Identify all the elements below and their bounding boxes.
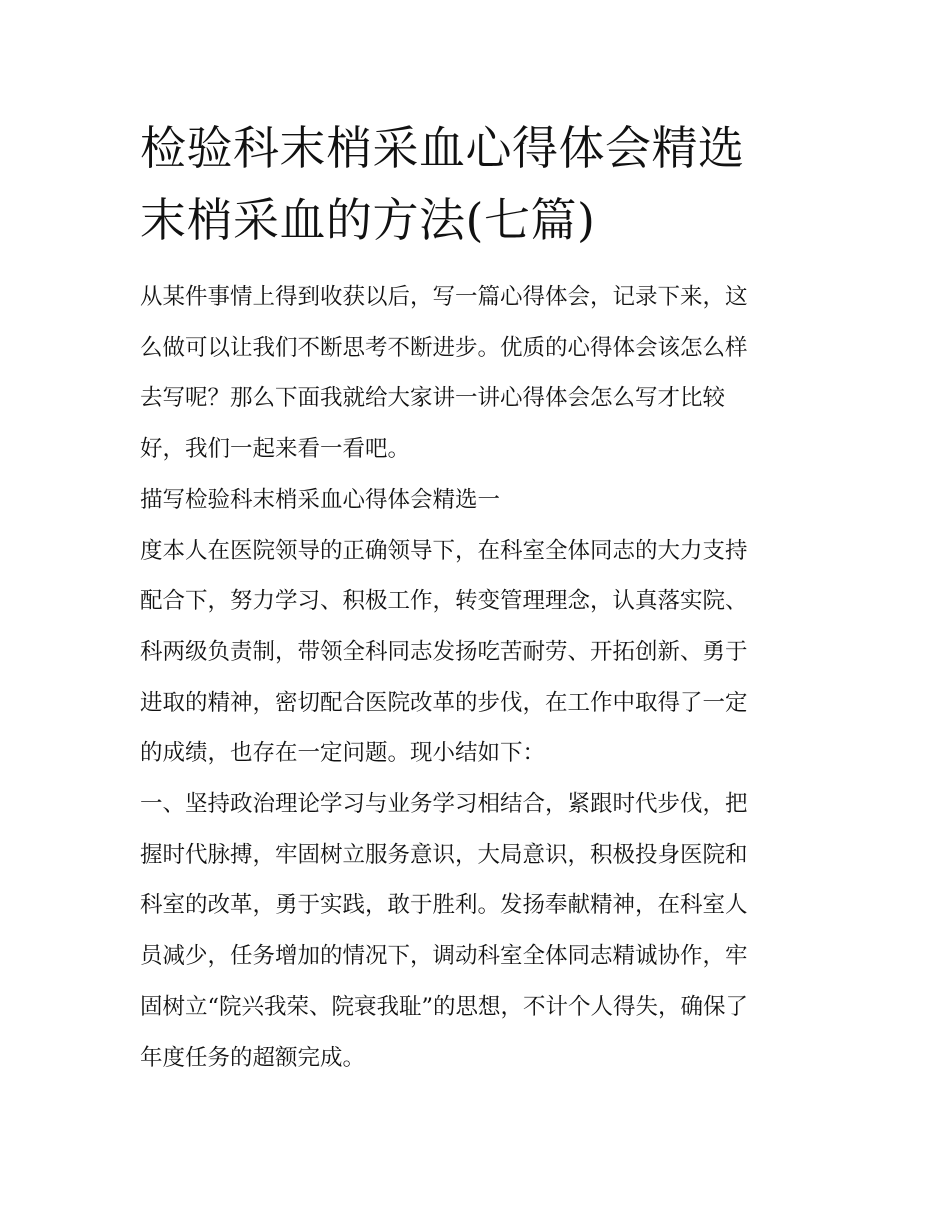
paragraph-line: 科室的改革，勇于实践，敢于胜利。发扬奉献精神，在科室人: [140, 892, 748, 919]
intro-line: 去写呢？那么下面我就给大家讲一讲心得体会怎么写才比较: [140, 385, 726, 412]
intro-line: 从某件事情上得到收获以后，写一篇心得体会，记录下来，这: [140, 284, 748, 310]
paragraph-line: 配合下，努力学习、积极工作，转变管理理念，认真落实院、: [140, 588, 748, 615]
intro-line: 么做可以让我们不断思考不断进步。优质的心得体会该怎么样: [140, 334, 748, 361]
title-line: 末梢采血的方法(七篇): [140, 193, 596, 247]
paragraph-line: 固树立“院兴我荣、院衰我耻”的思想，不计个人得失，确保了: [140, 993, 749, 1020]
paragraph-line: 的成绩，也存在一定问题。现小结如下：: [140, 740, 546, 767]
intro-line: 好，我们一起来看一看吧。: [140, 436, 411, 463]
section-heading: 描写检验科末梢采血心得体会精选一: [140, 486, 501, 513]
paragraph-line: 科两级负责制，带领全科同志发扬吃苦耐劳、开拓创新、勇于: [140, 638, 748, 665]
paragraph-line: 年度任务的超额完成。: [140, 1044, 366, 1071]
paragraph-line: 度本人在医院领导的正确领导下，在科室全体同志的大力支持: [140, 537, 748, 564]
paragraph-line: 员减少，任务增加的情况下，调动科室全体同志精诚协作，牢: [140, 943, 748, 970]
document-content: [140, 112, 815, 1083]
paragraph-line: 一、坚持政治理论学习与业务学习相结合，紧跟时代步伐，把: [140, 791, 748, 818]
paragraph-line: 握时代脉搏，牢固树立服务意识，大局意识，积极投身医院和: [140, 841, 748, 868]
document-body: [140, 272, 815, 1083]
paragraph-line: 进取的精神，密切配合医院改革的步伐，在工作中取得了一定: [140, 689, 748, 716]
document-title: [140, 112, 815, 256]
title-line: 检验科末梢采血心得体会精选: [140, 121, 745, 175]
